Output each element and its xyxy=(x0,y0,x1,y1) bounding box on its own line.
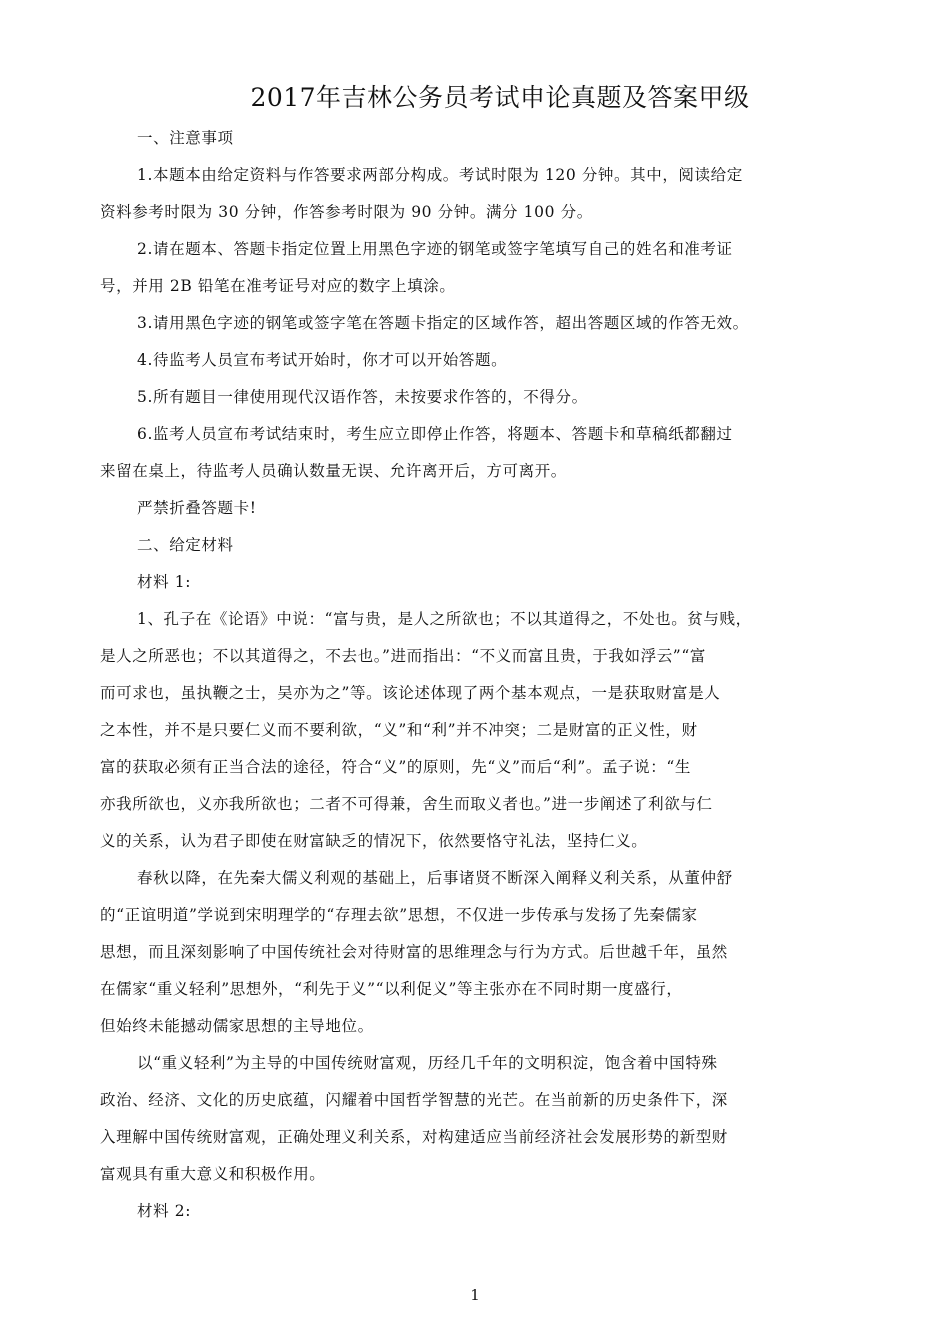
text-line: 6.监考人员宣布考试结束时，考生应立即停止作答，将题本、答题卡和草稿纸都翻过 xyxy=(137,425,733,443)
text-line: 4.待监考人员宣布考试开始时，你才可以开始答题。 xyxy=(137,351,508,369)
document-body xyxy=(100,120,772,1230)
text-line: 而可求也，虽执鞭之士，吴亦为之”等。该论述体现了两个基本观点，一是获取财富是人 xyxy=(100,684,721,702)
document-title: 2017年吉林公务员考试申论真题及答案甲级 xyxy=(250,83,750,112)
text-line: 一、注意事项 xyxy=(137,129,234,147)
text-line: 的“正谊明道”学说到宋明理学的“存理去欲”思想，不仅进一步传承与发扬了先秦儒家 xyxy=(100,906,698,924)
text-line: 义的关系，认为君子即使在财富缺乏的情况下，依然要恪守礼法，坚持仁义。 xyxy=(100,832,648,850)
text-line: 春秋以降，在先秦大儒义利观的基础上，后事诸贤不断深入阐释义利关系，从董仲舒 xyxy=(137,869,733,887)
text-line: 资料参考时限为 30 分钟，作答参考时限为 90 分钟。满分 100 分。 xyxy=(100,203,593,221)
text-line: 材料 1: xyxy=(137,573,192,591)
text-line: 在儒家“重义轻利”思想外，“利先于义”“以利促义”等主张亦在不同时期一度盛行， xyxy=(100,980,683,998)
text-line: 1.本题本由给定资料与作答要求两部分构成。考试时限为 120 分钟。其中，阅读给定 xyxy=(137,166,743,184)
text-line: 号，并用 2B 铅笔在准考证号对应的数字上填涂。 xyxy=(100,277,456,295)
text-line: 5.所有题目一律使用现代汉语作答，未按要求作答的，不得分。 xyxy=(137,388,588,406)
text-line: 入理解中国传统财富观，正确处理义利关系，对构建适应当前经济社会发展形势的新型财 xyxy=(100,1128,728,1146)
text-line: 3.请用黑色字迹的钢笔或签字笔在答题卡指定的区域作答，超出答题区域的作答无效。 xyxy=(137,314,749,332)
text-line: 严禁折叠答题卡! xyxy=(137,499,257,517)
text-line: 来留在桌上，待监考人员确认数量无误、允许离开后，方可离开。 xyxy=(100,462,567,480)
text-line: 2.请在题本、答题卡指定位置上用黑色字迹的钢笔或签字笔填写自己的姓名和准考证 xyxy=(137,240,733,258)
text-line: 亦我所欲也，义亦我所欲也；二者不可得兼，舍生而取义者也。”进一步阐述了利欲与仁 xyxy=(100,795,713,813)
text-line: 之本性，并不是只要仁义而不要利欲，“义”和“利”并不冲突；二是财富的正义性，财 xyxy=(100,721,698,739)
text-line: 但始终未能撼动儒家思想的主导地位。 xyxy=(100,1017,374,1035)
text-line: 政治、经济、文化的历史底蕴，闪耀着中国哲学智慧的光芒。在当前新的历史条件下，深 xyxy=(100,1091,728,1109)
text-line: 思想，而且深刻影响了中国传统社会对待财富的思维理念与行为方式。后世越千年，虽然 xyxy=(100,943,728,961)
text-line: 富的获取必须有正当合法的途径，符合“义”的原则，先“义”而后“利”。孟子说：“生 xyxy=(100,758,691,776)
text-line: 二、给定材料 xyxy=(137,536,234,554)
text-line: 以“重义轻利”为主导的中国传统财富观，历经几千年的文明积淀，饱含着中国特殊 xyxy=(137,1054,718,1072)
text-line: 富观具有重大意义和积极作用。 xyxy=(100,1165,326,1183)
text-line: 是人之所恶也；不以其道得之，不去也。”进而指出：“不义而富且贵，于我如浮云”“富 xyxy=(100,647,706,665)
text-line: 材料 2: xyxy=(137,1202,192,1220)
text-line: 1、孔子在《论语》中说：“富与贵，是人之所欲也；不以其道得之，不处也。贫与贱， xyxy=(137,610,752,628)
page-number: 1 xyxy=(470,1286,480,1304)
